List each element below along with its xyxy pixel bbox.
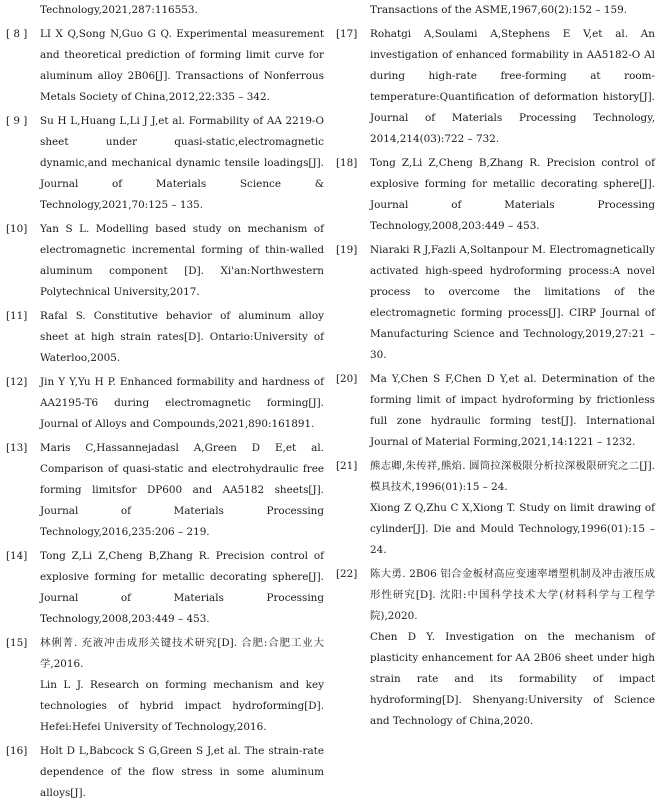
reference-text: Rafal S. Constitutive behavior of aluminum alloy sheet at high strain rates[D]. Ontario:University of Waterloo,2005. (40, 310, 324, 364)
reference-15 (6, 633, 324, 738)
reference-13 (6, 438, 324, 543)
reference-number: [14] (6, 550, 28, 562)
reference-text: Ma Y,Chen S F,Chen D Y,et al. Determination of the forming limit of impact hydroforming by frictionless full zone hydraulic forming test[J]. International Journal of Material Forming,2021,14:1221 – 1232. (370, 373, 655, 448)
reference-11 (6, 306, 324, 369)
reference-number: [12] (6, 376, 28, 388)
reference-text: LI X Q,Song N,Guo G Q. Experimental measurement and theoretical prediction of forming limit curve for aluminum alloy 2B06[J]. Transactions of Nonferrous Metals Society of China,2012,22:335 – 342. (40, 28, 324, 103)
reference-number: [16] (6, 745, 28, 757)
reference-number: [17] (336, 28, 358, 40)
reference-number: [11] (6, 310, 28, 322)
reference-text: Maris C,Hassannejadasl A,Green D E,et al. Comparison of quasi-static and electrohydraulic free forming limitsfor DP600 and AA5182 sheets[J]. Journal of Materials Processing Technology,2016,235:206 – 219. (40, 442, 324, 538)
reference-21 (336, 456, 655, 561)
reference-17 (336, 24, 655, 150)
reference-text: Tong Z,Li Z,Cheng B,Zhang R. Precision control of explosive forming for metallic decorating sphere[J]. Journal of Materials Processing Technology,2008,203:449 – 453. (370, 157, 655, 232)
reference-text: 熊志卿,朱传祥,熊焰. 圆筒拉深极限分析拉深极限研究之二[J]. 模具技术,1996(01):15 – 24. (370, 460, 655, 493)
reference-9 (6, 111, 324, 216)
reference-number: [13] (6, 442, 28, 454)
reference-text: 陈大勇. 2B06 铝合金板材高应变速率增塑机制及冲击液压成形性研究[D]. 沈阳:中国科学技术大学(材料科学与工程学院),2020. (370, 568, 655, 622)
continuation-text: Technology,2021,287:116553. (40, 4, 198, 16)
continuation-text: Transactions of the ASME,1967,60(2):152 – 159. (370, 4, 628, 16)
left-column (6, 0, 324, 807)
reference-text: Niaraki R J,Fazli A,Soltanpour M. Electromagnetically activated high-speed hydroforming process:A novel process to overcome the limitations of the electromagnetic forming process[J]. CIRP Journal of Manufacturing Science and Technology,2019,27:21 – 30. (370, 244, 655, 361)
reference-text: Rohatgi A,Soulami A,Stephens E V,et al. An investigation of enhanced formability in AA5182-O Al during high-rate free-forming at room-temperature:Quantification of deformation history[J]. Journal of Materials Processing Technology, 2014,214(03):722 – 732. (370, 28, 655, 145)
reference-translation: Chen D Y. Investigation on the mechanism of plasticity enhancement for AA 2B06 sheet under high strain rate and its formability of impact hydroforming[D]. Shenyang:University of Science and Technology of China,2020. (370, 631, 655, 727)
reference-18 (336, 153, 655, 237)
reference-translation: Xiong Z Q,Zhu C X,Xiong T. Study on limit drawing of cylinder[J]. Die and Mould Technology,1996(01):15 – 24. (370, 502, 655, 556)
reference-number: [ 8 ] (6, 28, 28, 40)
reference-text: Jin Y Y,Yu H P. Enhanced formability and hardness of AA2195-T6 during electromagnetic forming[J]. Journal of Alloys and Compounds,2021,890:161891. (40, 376, 324, 430)
right-column (336, 0, 655, 735)
reference-14 (6, 546, 324, 630)
reference-text: Yan S L. Modelling based study on mechanism of electromagnetic incremental forming of thin-walled aluminum component [D]. Xi'an:Northwestern Polytechnical University,2017. (40, 223, 324, 298)
reference-text: Holt D L,Babcock S G,Green S J,et al. The strain-rate dependence of the flow stress in some aluminum alloys[J]. (40, 745, 324, 799)
reference-22 (336, 564, 655, 732)
reference-text: Su H L,Huang L,Li J J,et al. Formability of AA 2219-O sheet under quasi-static,electromagnetic dynamic,and mechanical dynamic tensile loadings[J]. Journal of Materials Science & Technology,2021,70:125 – 135. (40, 115, 324, 211)
reference-number: [10] (6, 223, 28, 235)
reference-number: [19] (336, 244, 358, 256)
reference-text: Tong Z,Li Z,Cheng B,Zhang R. Precision control of explosive forming for metallic decorating sphere[J]. Journal of Materials Processing Technology,2008,203:449 – 453. (40, 550, 324, 625)
reference-number: [20] (336, 373, 358, 385)
reference-10 (6, 219, 324, 303)
reference-12 (6, 372, 324, 435)
reference-number: [21] (336, 460, 358, 472)
reference-number: [15] (6, 637, 28, 649)
reference-20 (336, 369, 655, 453)
reference-8 (6, 24, 324, 108)
reference-16 (6, 741, 324, 804)
reference-number: [22] (336, 568, 358, 580)
reference-number: [ 9 ] (6, 115, 28, 127)
reference-text: 林俐菁. 充液冲击成形关键技术研究[D]. 合肥:合肥工业大学,2016. (40, 637, 324, 670)
reference-translation: Lin L J. Research on forming mechanism and key technologies of hybrid impact hydroforming[D]. Hefei:Hefei University of Technology,2016. (40, 679, 324, 733)
reference-19 (336, 240, 655, 366)
reference-number: [18] (336, 157, 358, 169)
